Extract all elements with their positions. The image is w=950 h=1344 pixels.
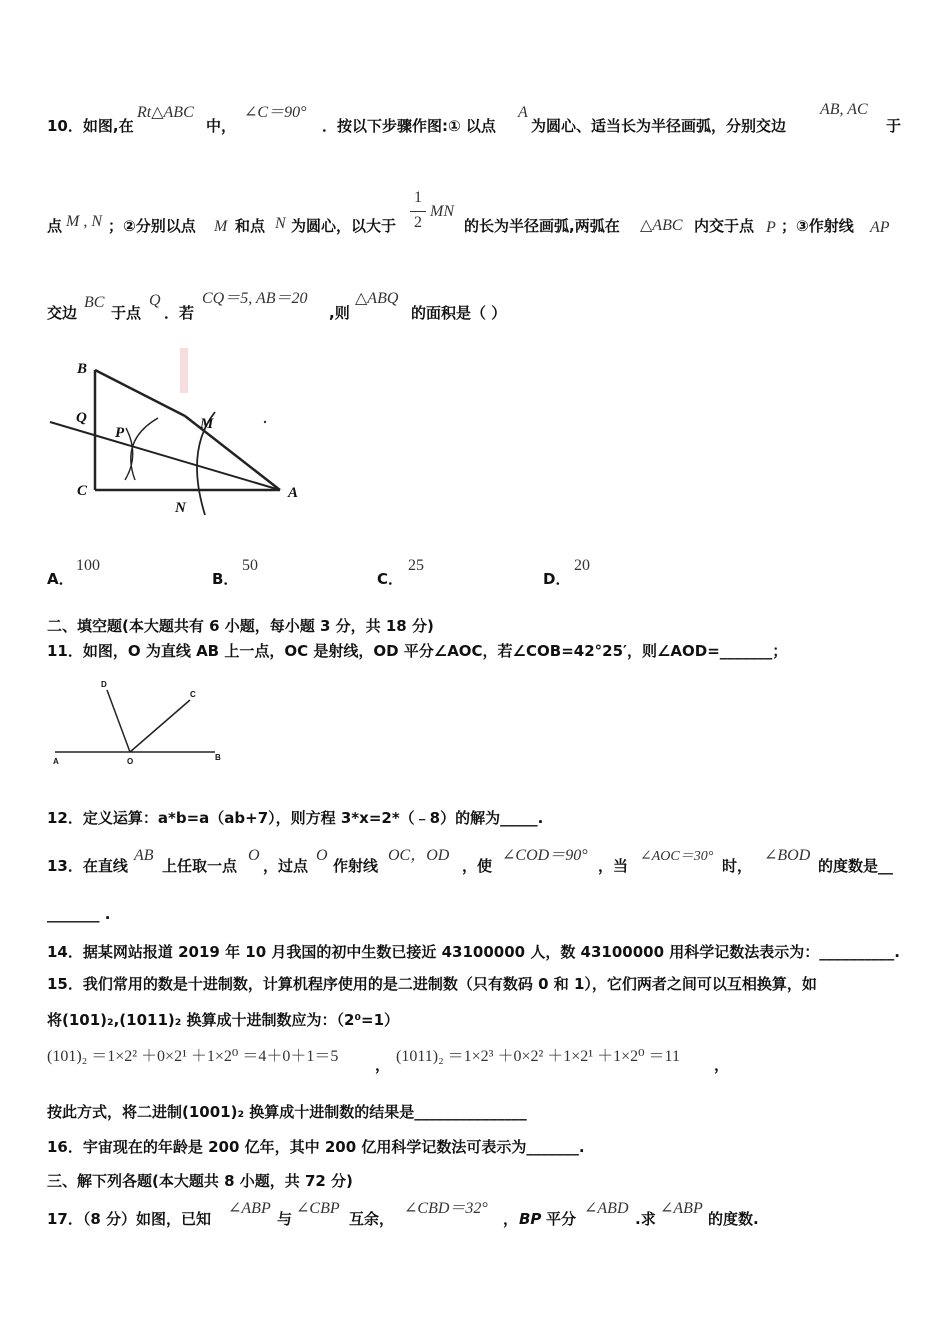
q10-frac-var: MN [430,203,454,220]
q13-a: 13．在直线 [47,857,128,875]
q13-line2: _______ . [47,905,111,923]
q10-sides: AB, AC [820,101,868,118]
label-n: N [175,500,186,516]
label-c: C [77,483,88,499]
ray-od [107,690,130,752]
q10-triangle-figure [40,340,330,530]
q10-step1b: 为圆心、适当长为半径画弧，分别交边 [531,117,787,135]
q10-line3-b: 于点 [111,304,142,322]
q13-rays: OC，OD [388,847,450,864]
q10-line3-d: ,则 [329,304,350,322]
q10-point-a: A [518,104,528,121]
q10-mid: 中， [206,117,237,135]
section3-heading: 三、解下列各题(本大题共 8 小题，共 72 分) [47,1172,353,1190]
q15-end: ， [714,1056,730,1074]
q10-frac-den: 2 [414,214,422,231]
label-a: A [288,485,299,501]
q10-step1: ．按以下步骤作图:① 以点 [322,117,496,135]
q17-abp: ∠ABP [228,1200,271,1217]
q10-yu: 于 [886,117,902,135]
q10-line3-c: ．若 [164,304,195,322]
q10-n: N [275,215,286,232]
q10-tri-abc: △ABC [640,217,683,234]
option-d-value: 20 [574,557,590,574]
dot [264,421,266,423]
q17-bp: BP [519,1210,542,1228]
q15-line4: 按此方式，将二进制(1001)₂ 换算成十进制数的结果是_______________ [47,1103,527,1121]
q17-a: 17．（8 分）如图，已知 [47,1210,212,1228]
q12-text: 12．定义运算：a*b=a（ab+7），则方程 3*x=2*（﹣8）的解为_____. [47,809,544,827]
option-b-value: 50 [242,557,258,574]
q13-f: ，当 [598,857,629,875]
option-b-letter: B． [212,570,239,588]
q17-c: 互余， [349,1210,395,1228]
q17-g: 的度数. [708,1210,759,1228]
q10-line2-c: 和点 [235,217,266,235]
q10-line2-a: 点 [47,217,63,235]
q10-frac-num: 1 [414,189,422,206]
q17-b: 与 [277,1210,293,1228]
ray-oc [130,700,190,752]
q10-line3-e: 的面积是（ ） [411,304,507,322]
q10-line2-b: ；②分别以点 [108,217,196,235]
fraction-bar [410,211,426,212]
q13-h: 的度数是__ [818,857,894,875]
q17-abd: ∠ABD [584,1200,629,1217]
option-c-value: 25 [408,557,424,574]
scan-mark [180,348,188,393]
q17-d: ， [503,1210,519,1228]
q13-e: ，使 [462,857,493,875]
q10-lead: 10．如图,在 [47,117,134,135]
q10-mn: M , N [66,213,102,230]
q15-formula1: (101)₂ ＝1×2² ＋0×2¹ ＋1×2⁰ ＝4＋0＋1＝5 [47,1048,339,1065]
q14-text: 14．据某网站报道 2019 年 10 月我国的初中生数已接近 43100000 人，数 43100000 用科学记数法表示为：__________. [47,943,900,961]
label-b: B [77,361,88,377]
q11-angle-figure [45,672,235,772]
q10-line3-a: 交边 [47,304,78,322]
q15-line1: 15．我们常用的数是十进制数，计算机程序使用的是二进制数（只有数码 0 和 1），它们两者之间可以互相换算，如 [47,975,817,993]
q13-c: ，过点 [263,857,309,875]
q10-angle-c: ∠C＝90° [244,104,307,121]
q16-text: 16．宇宙现在的年龄是 200 亿年，其中 200 亿用科学记数法可表示为_______. [47,1138,585,1156]
q17-e: 平分 [546,1210,577,1228]
q10-q: Q [149,292,161,309]
ray-ap [50,422,280,490]
q13-o2: O [316,847,328,864]
option-a-letter: A． [47,570,74,588]
q10-p: P [766,219,776,236]
q17-cbp: ∠CBP [296,1200,340,1217]
q13-b: 上任取一点 [162,857,238,875]
q15-formula2: (1011)₂ ＝1×2³ ＋0×2² ＋1×2¹ ＋1×2⁰ ＝11 [396,1048,680,1065]
label-m: M [200,416,214,432]
section2-heading: 二、填空题(本大题共有 6 小题，每小题 3 分，共 18 分) [47,617,434,635]
q10-line2-g: ；③作射线 [781,217,854,235]
q10-line2-f: 内交于点 [694,217,755,235]
q15-sep: ， [375,1056,391,1074]
q11-text: 11．如图，O 为直线 AB 上一点，OC 是射线，OD 平分∠AOC，若∠COB=42°25′，则∠AOD=_______； [47,642,788,660]
label-q: Q [76,410,87,426]
label-c: C [190,690,196,699]
q13-aoc: ∠AOC＝30° [640,849,714,864]
q13-d: 作射线 [333,857,379,875]
option-c-letter: C． [377,570,404,588]
option-d-letter: D． [543,570,571,588]
q10-rt-triangle: Rt△ABC [137,104,194,121]
q15-line2: 将(101)₂,(1011)₂ 换算成十进制数应为：（2⁰=1） [47,1011,400,1029]
label-b: B [215,753,221,762]
q10-line2-d: 为圆心，以大于 [291,217,397,235]
label-a: A [53,757,59,766]
q10-line2-e: 的长为半径画弧,两弧在 [464,217,620,235]
q13-g: 时， [722,857,753,875]
q13-ab: AB [134,847,154,864]
q13-o1: O [248,847,260,864]
q17-cbd: ∠CBD＝32° [404,1200,488,1217]
q10-ap: AP [870,219,890,236]
q13-cod: ∠COD＝90° [502,847,588,864]
q10-m: M [214,218,228,235]
q10-condition: CQ＝5, AB＝20 [202,290,308,307]
option-a-value: 100 [76,557,100,574]
q10-tri-abq: △ABQ [355,290,399,307]
q13-bod: ∠BOD [764,847,811,864]
label-d: D [101,680,107,689]
q10-bc: BC [84,294,105,311]
side-ab [95,370,185,416]
q17-abp2: ∠ABP [660,1200,703,1217]
label-o: O [127,757,134,766]
q17-f: .求 [635,1210,656,1228]
label-p: P [115,425,125,441]
